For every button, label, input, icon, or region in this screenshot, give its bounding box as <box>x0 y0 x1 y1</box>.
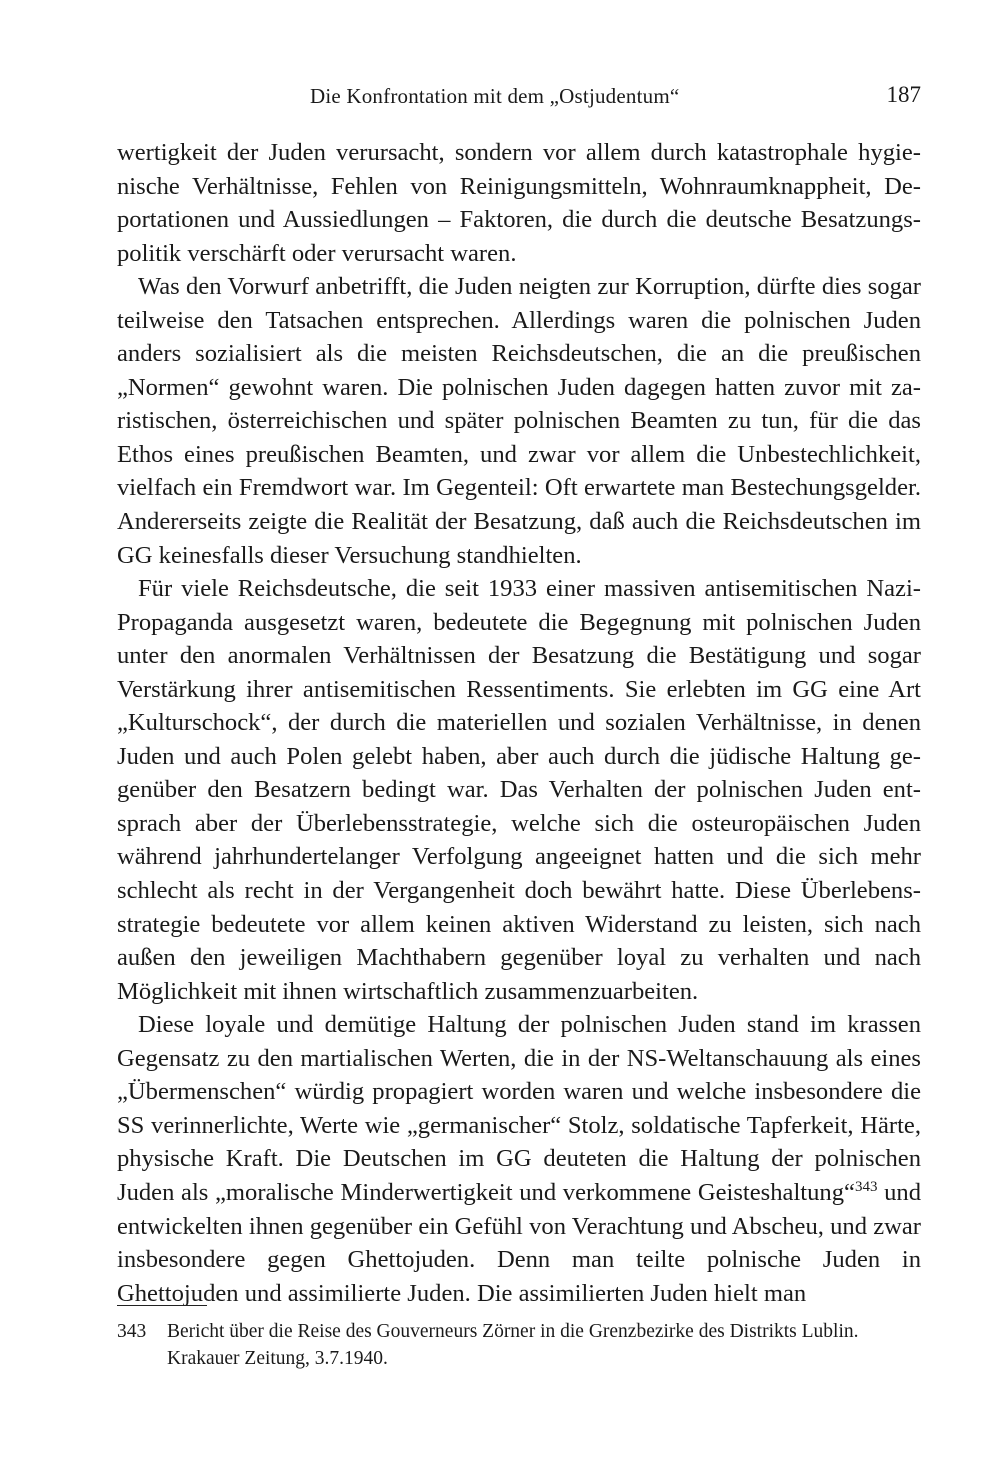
footnote-divider <box>117 1305 207 1306</box>
footnote-text-1: Bericht über die Reise des Gouverneurs Zörner in die Grenzbezirke des Distrikts Lublin. <box>167 1321 859 1342</box>
page-number: 187 <box>886 82 921 107</box>
paragraph-4 <box>117 1008 921 1310</box>
paragraph-1 <box>117 136 921 270</box>
paragraph-2-text: Was den Vorwurf anbetrifft, die Juden neigten zur Korruption, dürfte dies sogar teilweise den Tatsachen entsprechen. Allerdings waren die polnischen Juden anders sozialisiert als die meisten Reichsdeutschen, die an die preußischen „Normen“ gewohnt waren. Die polnischen Juden dagegen hatten zuvor mit zaristischen, österreichischen und später polnischen Beamten zu tun, für die das Ethos eines preußischen Beamten, und zwar vor allem die Unbestechlichkeit, vielfach ein Fremdwort war. Im Gegenteil: Oft erwartete man Bestechungsgelder. Andererseits zeigte die Realität der Besatzung, daß auch die Reichsdeutschen im GG keinesfalls dieser Versuchung standhielten. <box>117 273 921 569</box>
footnote-line-2 <box>117 1345 937 1372</box>
footnote <box>117 1318 937 1372</box>
footnote-reference[interactable]: 343 <box>854 1178 878 1195</box>
body-text <box>117 136 921 1310</box>
page-header <box>117 84 921 116</box>
paragraph-2 <box>117 270 921 572</box>
paragraph-3-text: Für viele Reichsdeutsche, die seit 1933 einer massiven antisemitischen Nazi-Propaganda ausgesetzt waren, bedeutete die Begegnung mit polnischen Juden unter den anormalen Verhältnissen der Besatzung die Bestätigung und sogar Verstärkung ihrer antisemitischen Ressentiments. Sie erlebten im GG eine Art „Kulturschock“, der durch die materiellen und sozialen Verhältnisse, in denen Juden und auch Polen gelebt haben, aber auch durch die jüdische Haltung gegenüber den Besatzern bedingt war. Das Verhalten der polnischen Juden entsprach aber der Überlebensstrategie, welche sich die osteuropäischen Juden während jahrhundertelanger Verfolgung angeeignet hatten und die sich mehr schlecht als recht in der Vergangenheit doch bewährt hatte. Diese Überlebensstrategie bedeutete vor allem keinen aktiven Widerstand zu leisten, sich nach außen den jeweiligen Machthabern gegenüber loyal zu verhalten und nach Möglichkeit mit ihnen wirtschaftlich zusammenzuarbeiten. <box>117 575 921 1005</box>
paragraph-1-text: wertigkeit der Juden verursacht, sondern vor allem durch katastrophale hygienische Verhältnisse, Fehlen von Reinigungsmitteln, Wohnraumknappheit, Deportationen und Aussiedlungen – Faktoren, die durch die deutsche Besatzungspolitik verschärft oder verursacht waren. <box>117 139 921 267</box>
paragraph-3 <box>117 572 921 1008</box>
footnote-line-1 <box>117 1318 937 1345</box>
running-title: Die Konfrontation mit dem „Ostjudentum“ <box>310 84 680 108</box>
paragraph-4-text-b: und entwickelten ihnen gegenüber ein Gefühl von Verachtung und Abscheu, und zwar insbesondere gegen Ghettojuden. Denn man teilte polnische Juden in Ghettojuden und assimilierte Juden. Die assimilierten Juden hielt man <box>117 1178 921 1307</box>
footnote-number: 343 <box>117 1321 147 1342</box>
footnote-text-2: Krakauer Zeitung, 3.7.1940. <box>167 1348 388 1369</box>
paragraph-4-text-a: Diese loyale und demütige Haltung der polnischen Juden stand im krassen Gegensatz zu den martialischen Werten, die in der NS-Weltanschauung als eines „Übermenschen“ würdig propagiert worden waren und welche insbesondere die SS verinnerlichte, Werte wie „germanischer“ Stolz, soldatische Tapferkeit, Härte, physische Kraft. Die Deutschen im GG deuteten die Haltung der polnischen Juden als „moralische Minderwertigkeit und verkommene Geisteshaltung“ <box>117 1011 921 1206</box>
